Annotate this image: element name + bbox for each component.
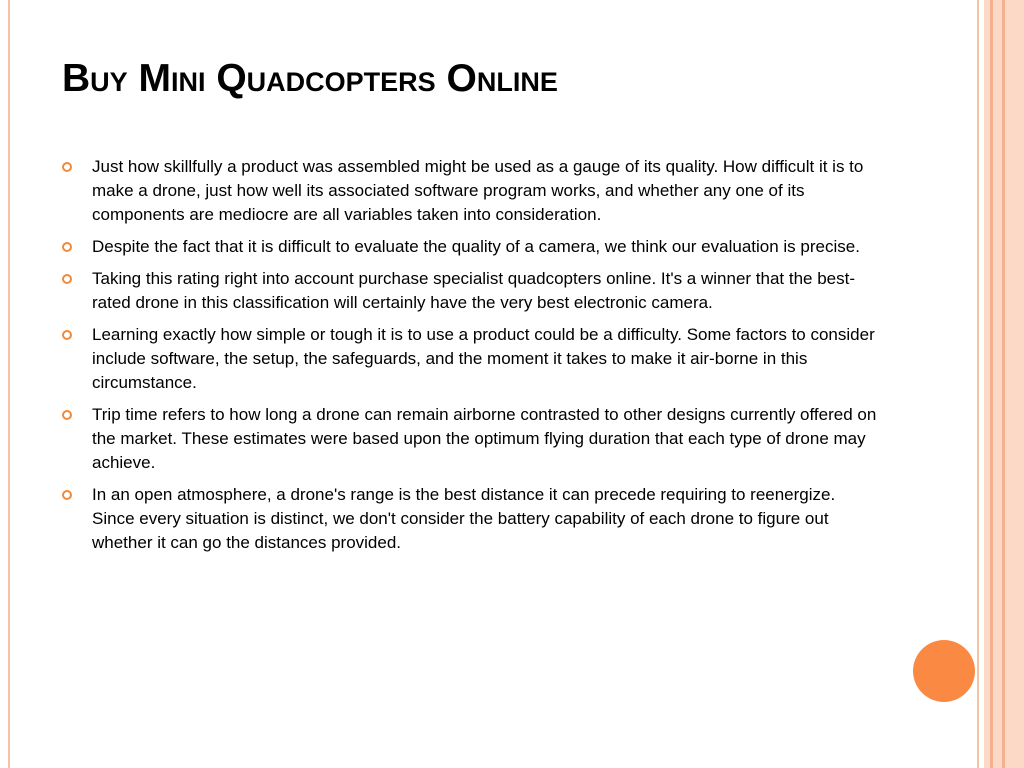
left-border-line — [8, 0, 10, 768]
bullet-item — [62, 267, 882, 315]
bullet-text: Learning exactly how simple or tough it is to use a product could be a difficulty. Some factors to consider include software, the setup, the safeguards, and the moment it takes to make it air-borne in this circumstance. — [92, 325, 875, 392]
bullet-ring-icon — [62, 410, 72, 420]
right-border-stripe — [1005, 0, 1024, 768]
bullet-item — [62, 323, 882, 395]
bullet-item — [62, 235, 882, 259]
right-border-stripe — [993, 0, 1002, 768]
right-border-stripe — [977, 0, 979, 768]
bullet-item — [62, 155, 882, 227]
bullet-ring-icon — [62, 162, 72, 172]
bullet-text: In an open atmosphere, a drone's range is the best distance it can precede requiring to reenergize. Since every situation is distinct, we don't consider the battery capability of each drone to figure out whether it can go the distances provided. — [92, 485, 836, 552]
bullet-text: Just how skillfully a product was assembled might be used as a gauge of its quality. How difficult it is to make a drone, just how well its associated software program works, and whether any one of its components are mediocre are all variables taken into consideration. — [92, 157, 864, 224]
bullet-ring-icon — [62, 274, 72, 284]
bullet-text: Despite the fact that it is difficult to evaluate the quality of a camera, we think our evaluation is precise. — [92, 237, 860, 256]
slide-title: Buy Mini Quadcopters Online — [62, 57, 558, 100]
bullet-list — [62, 155, 882, 563]
bullet-ring-icon — [62, 242, 72, 252]
bullet-text: Taking this rating right into account purchase specialist quadcopters online. It's a winner that the best-rated drone in this classification will certainly have the very best electronic camera. — [92, 269, 856, 312]
bullet-item — [62, 403, 882, 475]
decorative-circle — [913, 640, 975, 702]
bullet-text: Trip time refers to how long a drone can remain airborne contrasted to other designs currently offered on the market. These estimates were based upon the optimum flying duration that each type of drone may achieve. — [92, 405, 877, 472]
bullet-item — [62, 483, 882, 555]
bullet-ring-icon — [62, 490, 72, 500]
bullet-ring-icon — [62, 330, 72, 340]
